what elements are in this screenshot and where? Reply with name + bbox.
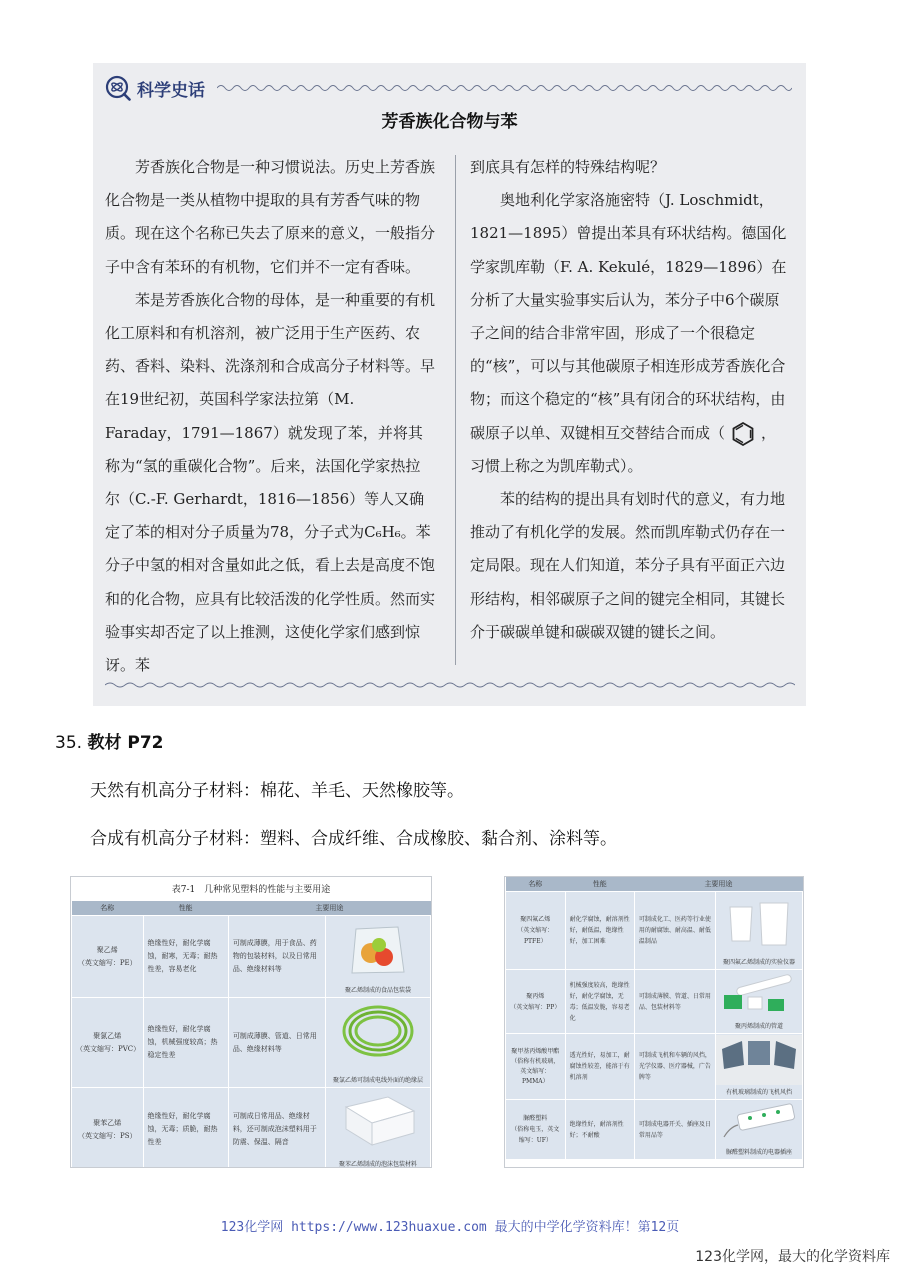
plastics-table: [505, 877, 803, 1160]
foam-block-image: [326, 1089, 430, 1151]
wavy-divider: [217, 81, 792, 95]
table-header: 名称: [506, 877, 566, 892]
wire-photo: [326, 999, 430, 1087]
plastic-bag-image: [326, 917, 430, 979]
plastic-uses: 可制成薄膜，用于食品、药物的包装材料，以及日常用品、绝缘材料等: [228, 916, 325, 998]
pipes-image: [716, 971, 802, 1019]
plastic-properties: 绝缘性好，耐化学腐蚀，耐寒，无毒；耐热性差，容易老化: [143, 916, 228, 998]
table-row: [506, 892, 803, 970]
plastic-name: 聚四氟乙烯 （英文缩写：PTFE）: [506, 892, 566, 970]
table-row: [72, 998, 431, 1088]
plastic-properties: 绝缘性好，耐溶剂性好；不耐酸: [565, 1100, 634, 1160]
plastic-name: 聚甲基丙烯酸甲酯 （俗称有机玻璃，英文缩写：PMMA）: [506, 1034, 566, 1100]
plastic-uses: 可制成化工、医药等行业使用的耐腐蚀、耐高温、耐低温制品: [634, 892, 715, 970]
column-divider: [455, 155, 456, 665]
photo-caption: 聚丙烯制成的管道: [734, 1022, 783, 1030]
plastic-name: 聚丙烯 （英文缩写：PP）: [506, 970, 566, 1034]
table-header: 性能: [143, 901, 228, 916]
pipe-photo: [716, 971, 802, 1033]
history-label: 科学史话: [137, 81, 205, 101]
foam-photo: [326, 1089, 430, 1169]
benzene-ring-icon: [729, 420, 757, 448]
synthetic-polymers-line: 合成有机高分子材料：塑料、合成纤维、合成橡胶、黏合剂、涂料等。: [90, 829, 617, 849]
plastics-table-left: [70, 876, 432, 1168]
section-ref: 教材 P72: [87, 733, 164, 753]
plastic-properties: 耐化学腐蚀，耐溶剂性好，耐低温，绝缘性好，加工困难: [565, 892, 634, 970]
plastic-uses: 可制成薄膜、管道、日常用品、绝缘材料等: [228, 998, 325, 1088]
history-paragraph: 奥地利化学家洛施密特（J. Loschmidt，1821—1895）曾提出苯具有环状结构。德国化学家凯库勒（F. A. Kekulé，1829—1896）在分析了大量实验事实后认为，苯分子中6个碳原子之间的结合非常牢固，形成了一个很稳定的“核”，可以与其他碳原子相连形成芳香族化合物；而这个稳定的“核”具有闭合的环状结构，由碳原子以单、双键相互交替结合而成（ ，习惯上称之为凯库勒式）。: [470, 191, 787, 475]
table-row: [72, 916, 431, 998]
windshield-photo: [716, 1035, 802, 1099]
table-header: 主要用途: [634, 877, 802, 892]
history-right-column: [470, 151, 790, 649]
photo-caption: 聚苯乙烯制成的泡沫包装材料: [338, 1160, 417, 1168]
plastic-properties: 绝缘性好，耐化学腐蚀，无毒；质脆，耐热性差: [143, 1088, 228, 1169]
table-header: 主要用途: [228, 901, 430, 916]
section-number: 35.: [55, 733, 83, 753]
power-strip-image: [716, 1101, 802, 1145]
plastics-table-right: [504, 876, 804, 1168]
wavy-divider-bottom: [105, 680, 795, 690]
history-paragraph: 苯是芳香族化合物的母体，是一种重要的有机化工原料和有机溶剂，被广泛用于生产医药、农药、香料、染料、洗涤剂和合成高分子材料等。早在19世纪初，英国科学家法拉第（M. Faraday，1791—1867）就发现了苯，并将其称为“氢的重碳化合物”。后来，法国化学家热拉尔（C.-F. Gerhardt，1816—1856）等人又确定了苯的相对分子质量为78，分子式为C₆H₆。苯分子中氢的相对含量如此之低，看上去是高度不饱和的化合物，应具有比较活泼的化学性质。然而实验事实却否定了以上推测，这使化学家们感到惊讶。苯: [105, 290, 436, 675]
plastic-uses: 可制成日常用品、绝缘材料，还可制成泡沫塑料用于防震、保温、隔音: [228, 1088, 325, 1169]
wire-coil-image: [326, 999, 430, 1063]
table-header: 名称: [72, 901, 144, 916]
food-bag-photo: [326, 917, 430, 997]
photo-caption: 聚乙烯制成的食品包装袋: [344, 986, 411, 994]
history-header: [105, 75, 795, 101]
photo-caption: 脲醛塑料制成的电器插座: [725, 1148, 792, 1156]
history-title: 芳香族化合物与苯: [381, 112, 518, 132]
table-row: [506, 1100, 803, 1160]
photo-caption: 聚四氟乙烯制成的实验仪器: [722, 958, 795, 966]
photo-caption: 聚氯乙烯可制成电线外面的绝缘层: [332, 1076, 423, 1084]
table-caption: 表7-1 几种常见塑料的性能与主要用途: [171, 885, 331, 895]
beakers-image: [716, 893, 802, 955]
table-row: [506, 1034, 803, 1100]
page-footer-link[interactable]: 123化学网 https://www.123huaxue.com 最大的中学化学资料库！第12页: [220, 1220, 680, 1235]
history-paragraph: 到底具有怎样的特殊结构呢？: [470, 158, 666, 176]
site-watermark: 123化学网，最大的化学资料库: [695, 1249, 890, 1265]
history-paragraph: 芳香族化合物是一种习惯说法。历史上芳香族化合物是一类从植物中提取的具有芳香气味的物质。现在这个名称已失去了原来的意义，一般指分子中含有苯环的有机物，它们并不一定有香味。: [105, 158, 436, 276]
magnifier-atom-icon: [105, 75, 131, 101]
plastic-uses: 可制成飞机和车辆的风挡，光学仪器、医疗器械，广告牌等: [634, 1034, 715, 1100]
photo-caption: 有机玻璃制成的飞机风挡: [725, 1088, 792, 1096]
socket-photo: [716, 1101, 802, 1159]
plastic-name: 聚氯乙烯 （英文缩写：PVC）: [72, 998, 144, 1088]
plastic-properties: 机械强度较高，绝缘性好，耐化学腐蚀，无毒；低温发脆，容易老化: [565, 970, 634, 1034]
plastic-name: 聚苯乙烯 （英文缩写：PS）: [72, 1088, 144, 1169]
plastics-table: [71, 901, 431, 1168]
lab-ware-photo: [716, 893, 802, 969]
cockpit-window-image: [716, 1035, 802, 1085]
table-row: [72, 1088, 431, 1169]
history-paragraph: 苯的结构的提出具有划时代的意义，有力地推动了有机化学的发展。然而凯库勒式仍存在一定局限。现在人们知道，苯分子具有平面正六边形结构，相邻碳原子之间的键完全相同，其键长介于碳碳单键和碳碳双键的键长之间。: [470, 490, 786, 641]
table-row: [506, 970, 803, 1034]
plastic-name: 脲醛塑料 （俗称电玉，英文缩写：UF）: [506, 1100, 566, 1160]
plastic-properties: 绝缘性好，耐化学腐蚀，机械强度较高；热稳定性差: [143, 998, 228, 1088]
plastic-properties: 透光性好，易加工，耐腐蚀性较差，能溶于有机溶剂: [565, 1034, 634, 1100]
natural-polymers-line: 天然有机高分子材料：棉花、羊毛、天然橡胶等。: [90, 781, 464, 801]
plastic-uses: 可制成薄膜、管道、日常用品、包装材料等: [634, 970, 715, 1034]
plastic-uses: 可制成电器开关、插座及日常用品等: [634, 1100, 715, 1160]
table-header: 性能: [565, 877, 634, 892]
plastic-name: 聚乙烯 （英文缩写：PE）: [72, 916, 144, 998]
section-heading: [55, 728, 164, 753]
history-left-column: [105, 151, 435, 682]
science-history-box: [93, 63, 806, 706]
